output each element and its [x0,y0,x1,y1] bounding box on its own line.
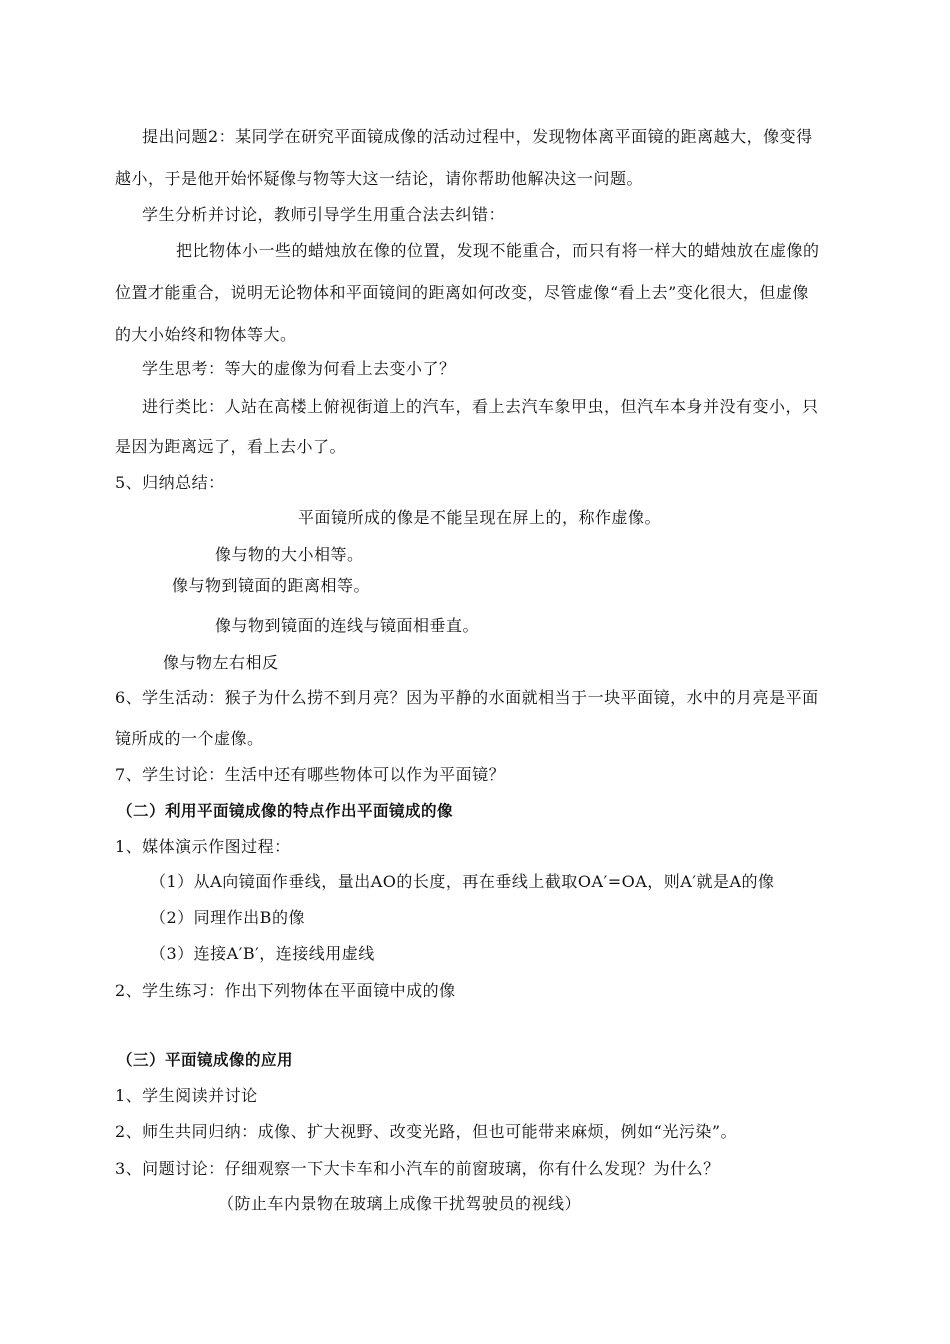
paragraph-line: 6、学生活动：猴子为什么捞不到月亮？因为平静的水面就相当于一块平面镜，水中的月亮是平面 [115,688,819,707]
section-title: （二）利用平面镜成像的特点作出平面镜成的像 [117,802,454,820]
paragraph-line: 2、师生共同归纳：成像、扩大视野、改变光路，但也可能带来麻烦，例如“光污染”。 [115,1122,738,1141]
paragraph-line: 3、问题讨论：仔细观察一下大卡车和小汽车的前窗玻璃，你有什么发现？为什么？ [115,1159,720,1178]
summary-line: 平面镜所成的像是不能呈现在屏上的，称作虚像。 [298,508,662,527]
summary-line: 像与物到镜面的距离相等。 [172,576,371,595]
paragraph-line: 2、学生练习：作出下列物体在平面镜中成的像 [115,981,456,1000]
paragraph-line: 学生分析并讨论，教师引导学生用重合法去纠错： [142,205,506,224]
summary-line: 像与物的大小相等。 [215,545,364,564]
paragraph-line: 把比物体小一些的蜡烛放在像的位置，发现不能重合，而只有将一样大的蜡烛放在虚像的 [176,241,820,260]
paragraph-line: 提出问题2：某同学在研究平面镜成像的活动过程中，发现物体离平面镜的距离越大，像变得 [142,127,813,146]
paragraph-line: 的大小始终和物体等大。 [115,325,297,344]
paragraph-line: 1、学生阅读并讨论 [115,1086,258,1105]
paragraph-line: 镜所成的一个虚像。 [115,729,264,748]
step-line: （3）连接A′B′，连接线用虚线 [150,944,375,963]
paragraph-line: 位置才能重合，说明无论物体和平面镜间的距离如何改变，尽管虚像“看上去”变化很大，但虚像 [115,283,809,302]
section-heading: 5、归纳总结： [115,473,225,492]
paragraph-line: 越小，于是他开始怀疑像与物等大这一结论，请你帮助他解决这一问题。 [115,169,644,188]
paragraph-line: 进行类比：人站在高楼上俯视街道上的汽车，看上去汽车象甲虫，但汽车本身并没有变小，只 [142,397,819,416]
paragraph-line: 是因为距离远了，看上去小了。 [115,437,347,456]
step-line: （2）同理作出B的像 [150,908,305,927]
step-line: （1）从A向镜面作垂线，量出AO的长度，再在垂线上截取OA′=OA，则A′就是A的像 [150,872,775,891]
summary-line: 像与物到镜面的连线与镜面相垂直。 [215,616,480,635]
answer-line: （防止车内景物在玻璃上成像干扰驾驶员的视线） [218,1194,582,1213]
paragraph-line: 学生思考：等大的虚像为何看上去变小了？ [142,359,456,378]
section-title: （三）平面镜成像的应用 [117,1051,294,1069]
paragraph-line: 7、学生讨论：生活中还有哪些物体可以作为平面镜？ [115,765,506,784]
paragraph-line: 1、媒体演示作图过程： [115,837,291,856]
summary-line: 像与物左右相反 [163,653,279,672]
